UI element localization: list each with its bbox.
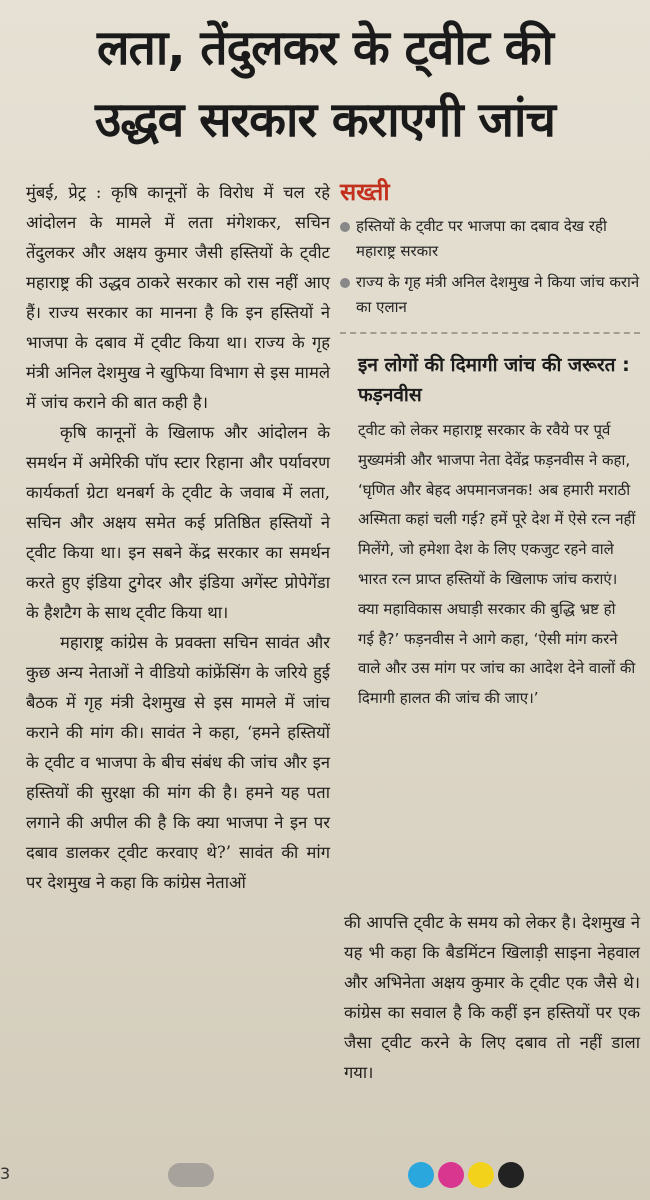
page-number: 3 [0, 1164, 11, 1183]
article-paragraph: कृषि कानूनों के खिलाफ और आंदोलन के समर्थन में अमेरिकी पॉप स्टार रिहाना और पर्यावरण कार्यकर्ता ग्रेटा थनबर्ग के ट्वीट के जवाब में लता, सचिन और अक्षय समेत कई प्रतिष्ठित हस्तियों ने ट्वीट किया था। इन सबने केंद्र सरकार का समर्थन करते हुए इंडिया टुगेदर और इंडिया अगेंस्ट प्रोपेगेंडा के हैशटैग के साथ ट्वीट किया था। [26, 423, 330, 622]
article-paragraph: महाराष्ट्र कांग्रेस के प्रवक्ता सचिन सावंत और कुछ अन्य नेताओं ने वीडियो कांफ्रेंसिंग के जरिये हुई बैठक में गृह मंत्री देशमुख से इस मामले में जांच कराने की मांग की। सावंत ने कहा, ‘हमने हस्तियों के ट्वीट व भाजपा के बीच संबंध की जांच और इन हस्तियों की सुरक्षा की मांग की है। हमने यह पता लगाने की अपील की है कि क्या भाजपा ने इन पर दबाव डालकर ट्वीट करवाए थे?’ सावंत की मांग पर देशमुख ने कहा कि कांग्रेस नेताओं [26, 633, 330, 892]
sidebar-bullet [336, 214, 640, 264]
bullet-dot-icon [340, 278, 350, 288]
sidebar-quote: ट्वीट को लेकर महाराष्ट्र सरकार के रवैये पर पूर्व मुख्यमंत्री और भाजपा नेता देवेंद्र फड़नवीस ने कहा, ‘घृणित और बेहद अपमानजनक! अब हमारी मराठी अस्मिता कहां चली गई? हमें पूरे देश में ऐसे रत्न नहीं मिलेंगे, जो हमेशा देश के लिए एकजुट रहने वाले भारत रत्न प्राप्त हस्तियों के खिलाफ जांच कराएं। क्या महाविकास अघाड़ी सरकार की बुद्धि भ्रष्ट हो गई है?’ फड़नवीस ने आगे कहा, ‘ऐसी मांग करने वाले और उस मांग पर जांच का आदेश देने वालों की दिमागी हालत की जांच की जाए।’ [358, 421, 636, 708]
sidebar-box [336, 175, 640, 895]
registration-cyan-icon [408, 1162, 434, 1188]
sidebar-bullet [336, 270, 640, 320]
headline-line-1: लता, तेंदुलकर के ट्वीट की [97, 20, 553, 76]
sidebar-bullet-text: हस्तियों के ट्वीट पर भाजपा का दबाव देख रही महाराष्ट्र सरकार [356, 217, 607, 260]
registration-black-icon [498, 1162, 524, 1188]
sidebar-title: सख्ती [340, 178, 390, 206]
article-column-left [26, 178, 330, 898]
staple-mark [168, 1163, 214, 1187]
sidebar-divider [340, 332, 640, 336]
headline-line-2: उद्धव सरकार कराएगी जांच [95, 92, 555, 148]
article-continuation: की आपत्ति ट्वीट के समय को लेकर है। देशमुख ने यह भी कहा कि बैडमिंटन खिलाड़ी साइना नेहवाल और अभिनेता अक्षय कुमार के ट्वीट एक जैसे थे। कांग्रेस का सवाल है कि कहीं इन हस्तियों पर एक जैसा ट्वीट करने के लिए दबाव तो नहीं डाला गया। [344, 913, 640, 1082]
article-column-continuation [344, 908, 640, 1088]
article-paragraph: मुंबई, प्रेट्र : कृषि कानूनों के विरोध में चल रहे आंदोलन के मामले में लता मंगेशकर, सचिन तेंदुलकर और अक्षय कुमार जैसी हस्तियों के ट्वीट महाराष्ट्र की उद्धव ठाकरे सरकार को रास नहीं आए हैं। राज्य सरकार का मानना है कि इन हस्तियों ने भाजपा के दबाव में ट्वीट किया था। राज्य के गृह मंत्री अनिल देशमुख ने खुफिया विभाग से इस मामले में जांच कराने की बात कही है। [26, 183, 330, 412]
sidebar-subheadline: इन लोगों की दिमागी जांच की जरूरत : फड़नवीस [358, 354, 630, 406]
registration-yellow-icon [468, 1162, 494, 1188]
bullet-dot-icon [340, 222, 350, 232]
registration-magenta-icon [438, 1162, 464, 1188]
sidebar-bullet-text: राज्य के गृह मंत्री अनिल देशमुख ने किया जांच कराने का एलान [356, 273, 640, 316]
